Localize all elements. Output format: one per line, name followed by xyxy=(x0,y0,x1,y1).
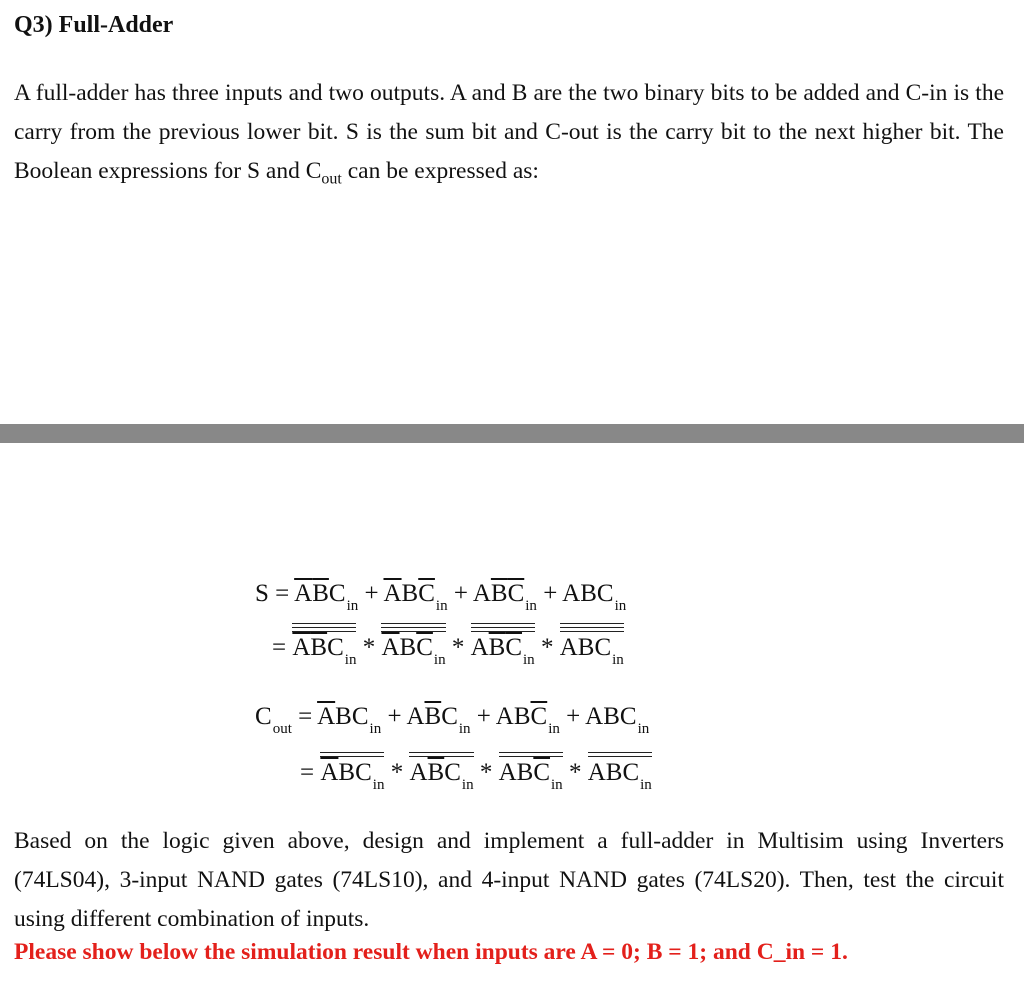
operator: * xyxy=(473,759,499,786)
term-letter: A xyxy=(562,580,581,607)
nand-term xyxy=(470,634,535,668)
term-subscript: in xyxy=(369,721,382,737)
term-letter: C xyxy=(328,580,346,607)
nand-term xyxy=(292,634,357,668)
operator: * xyxy=(562,759,588,786)
operator: + xyxy=(536,580,563,607)
term-letter: C xyxy=(441,703,458,730)
sum-equation-line-2 xyxy=(272,634,624,668)
operator: * xyxy=(384,759,410,786)
nand-term xyxy=(320,759,385,793)
term-letter: C xyxy=(596,580,614,607)
term-letter: B xyxy=(603,703,620,730)
operator: * xyxy=(356,634,382,661)
term-subscript: in xyxy=(523,652,535,668)
term-letter: B xyxy=(401,580,419,607)
term-letter: B xyxy=(580,580,597,607)
term-subscript: in xyxy=(612,652,624,668)
term-letter: B xyxy=(513,703,531,730)
minterm xyxy=(472,580,537,614)
sum-equation-line-1 xyxy=(255,580,627,614)
term-subscript: in xyxy=(525,598,537,614)
nand-term xyxy=(381,634,446,668)
term-letter: $\overline{C}$ xyxy=(418,580,435,607)
term-subscript: in xyxy=(433,652,446,668)
term-letter: $\overline{A}$ xyxy=(317,703,336,730)
term-letter: $\overline{A}$ xyxy=(294,580,313,607)
minterm xyxy=(294,580,359,614)
term-letter: B xyxy=(605,759,623,786)
cout-label: $C_{out}$ xyxy=(255,703,292,737)
term-letter: B xyxy=(399,634,417,661)
term-letter: A xyxy=(406,703,425,730)
term-letter: C xyxy=(355,759,372,786)
operator: = xyxy=(300,759,321,786)
term-letter: $\overline{C}$ xyxy=(507,580,525,607)
term-letter: C xyxy=(444,759,461,786)
term-letter: B xyxy=(338,759,356,786)
term-subscript: in xyxy=(548,721,560,737)
term-letter: $\overline{B}$ xyxy=(310,634,328,661)
term-letter: $\overline{A}$ xyxy=(381,634,400,661)
sum-label: S xyxy=(255,580,269,607)
minterm xyxy=(562,580,627,614)
minterm xyxy=(383,580,448,614)
term-letter: C xyxy=(619,703,637,730)
operator: * xyxy=(534,634,560,661)
term-letter: $\overline{A}$ xyxy=(320,759,339,786)
term-letter: B xyxy=(577,634,595,661)
term-letter: $\overline{C}$ xyxy=(530,703,548,730)
carry-equation-line-2 xyxy=(300,759,652,793)
minterm xyxy=(495,703,560,737)
term-letter: $\overline{B}$ xyxy=(424,703,442,730)
intro-subscript: out xyxy=(321,170,342,188)
task-paragraph: Based on the logic given above, design and implement a full-adder in Multisim using Inverters (74LS04), 3-input NAND gates (74LS10), and 4-input NAND gates (74LS20). Then, test the circuit using different combination of inputs. xyxy=(14,828,1004,932)
term-letter: A xyxy=(409,759,428,786)
intro-text-2: can be expressed as: xyxy=(341,158,539,184)
operator: = xyxy=(272,634,293,661)
term-letter: $\overline{B}$ xyxy=(488,634,506,661)
term-letter: C xyxy=(622,759,640,786)
term-letter: $\overline{A}$ xyxy=(383,580,402,607)
term-subscript: in xyxy=(461,777,474,793)
minterm xyxy=(317,703,382,737)
term-letter: B xyxy=(335,703,352,730)
operator: = xyxy=(268,580,295,607)
term-letter: $\overline{C}$ xyxy=(533,759,551,786)
term-subscript: in xyxy=(614,598,627,614)
operator: + xyxy=(559,703,586,730)
simulation-request: Please show below the simulation result when inputs are A = 0; B = 1; and C_in = 1. xyxy=(14,939,848,965)
term-subscript: in xyxy=(458,721,471,737)
operator: + xyxy=(447,580,473,607)
operator: + xyxy=(381,703,407,730)
term-letter: A xyxy=(559,634,578,661)
term-subscript: in xyxy=(344,652,357,668)
carry-equation-line-1 xyxy=(255,703,650,737)
nand-term xyxy=(409,759,474,793)
operator: * xyxy=(445,634,471,661)
term-letter: C xyxy=(594,634,612,661)
term-letter: A xyxy=(498,759,517,786)
term-subscript: in xyxy=(551,777,563,793)
operator: + xyxy=(470,703,496,730)
nand-term xyxy=(559,634,624,668)
term-letter: $\overline{C}$ xyxy=(505,634,523,661)
term-letter: A xyxy=(587,759,606,786)
minterm xyxy=(406,703,471,737)
term-subscript: in xyxy=(435,598,448,614)
term-letter: A xyxy=(495,703,514,730)
intro-text-1: A full-adder has three inputs and two outputs. A and B are the two binary bits to be added and C-in is the carry from the previous lower bit. S is the sum bit and C-out is the carry bit to the next higher bit. The Boolean expressions for S and C xyxy=(14,80,1004,184)
term-subscript: in xyxy=(372,777,385,793)
term-letter: B xyxy=(516,759,534,786)
term-letter: C xyxy=(327,634,344,661)
term-subscript: in xyxy=(637,721,650,737)
operator: = xyxy=(291,703,318,730)
term-letter: $\overline{A}$ xyxy=(292,634,311,661)
minterm xyxy=(585,703,650,737)
term-subscript: in xyxy=(640,777,652,793)
term-letter: $\overline{B}$ xyxy=(427,759,445,786)
term-letter: $\overline{B}$ xyxy=(490,580,508,607)
nand-term xyxy=(587,759,652,793)
term-letter: A xyxy=(472,580,491,607)
term-letter: A xyxy=(585,703,604,730)
operator: + xyxy=(358,580,384,607)
term-letter: $\overline{B}$ xyxy=(312,580,329,607)
term-letter: A xyxy=(470,634,489,661)
term-subscript: in xyxy=(346,598,359,614)
term-letter: $\overline{C}$ xyxy=(416,634,433,661)
question-title: Q3) Full-Adder xyxy=(14,12,174,38)
intro-paragraph xyxy=(14,74,1004,199)
section-divider-bar xyxy=(0,424,1024,443)
nand-term xyxy=(498,759,563,793)
term-letter: C xyxy=(351,703,369,730)
